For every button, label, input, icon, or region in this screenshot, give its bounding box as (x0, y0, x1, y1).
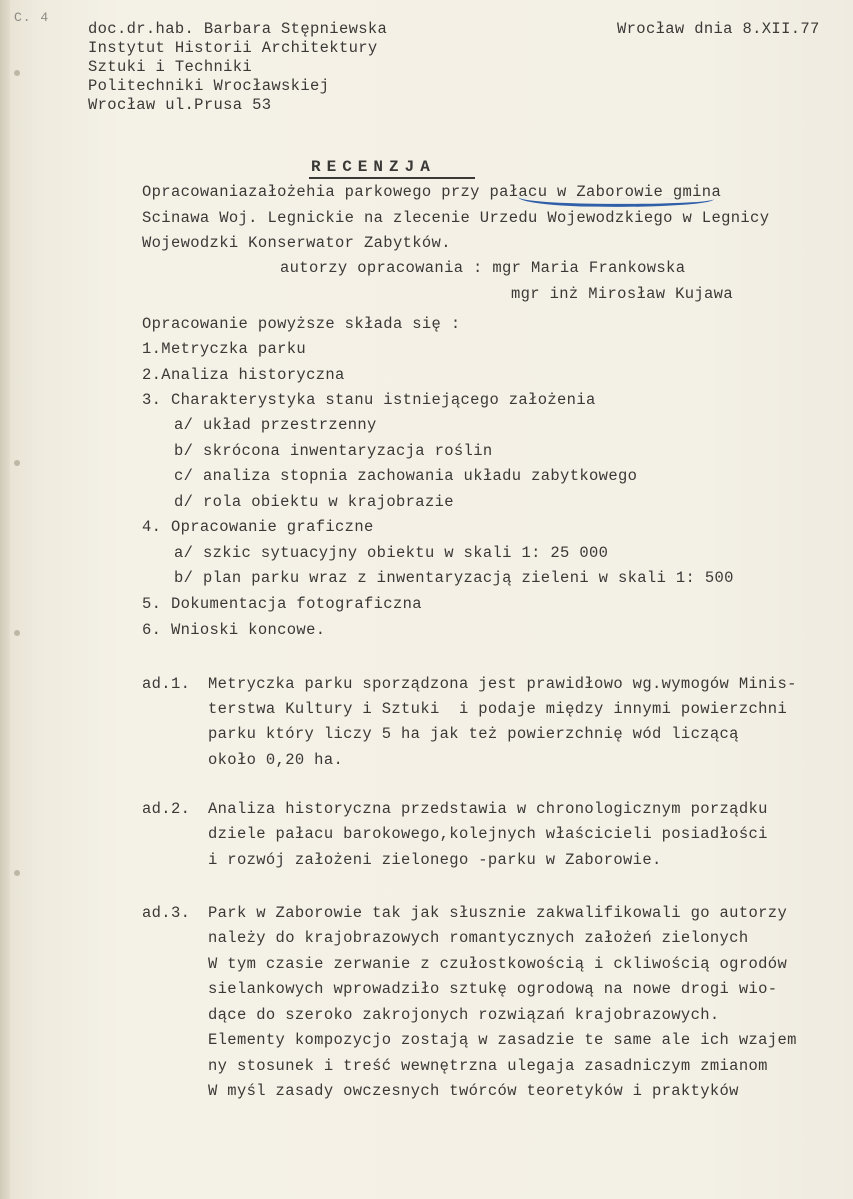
binding-holes (14, 50, 22, 1150)
contents-item: 6. Wnioski koncowe. (142, 621, 326, 639)
contents-subitem: a/ szkic sytuacyjny obiektu w skali 1: 25 000 (174, 544, 609, 562)
document-title: RECENZJA (311, 158, 436, 176)
blue-pen-underline (518, 197, 714, 208)
section-line: i rozwój założeni zielonego -parku w Zaborowie. (208, 851, 662, 869)
section-label: ad.3. (142, 904, 191, 922)
section-line: ny stosunek i treść wewnętrzna ulegaja zasadniczym zmianom (208, 1057, 768, 1075)
sender-line: doc.dr.hab. Barbara Stępniewska (88, 20, 388, 38)
sender-line: Instytut Historii Architektury (88, 39, 378, 57)
contents-subitem: d/ rola obiektu w krajobrazie (174, 493, 454, 511)
contents-subitem: c/ analiza stopnia zachowania układu zabytkowego (174, 467, 638, 485)
intro-line: Opracowaniazałożehia parkowego przy pałacu w Zaborowie gmina (142, 183, 722, 201)
section-line: Analiza historyczna przedstawia w chronologicznym porządku (208, 800, 768, 818)
contents-item: 4. Opracowanie graficzne (142, 518, 374, 536)
contents-item: 5. Dokumentacja fotograficzna (142, 595, 422, 613)
section-line: dące do szeroko zakrojonych rozwiązań krajobrazowych. (208, 1006, 720, 1024)
authors-line: autorzy opracowania : mgr Maria Frankowska (280, 259, 686, 277)
section-label: ad.2. (142, 800, 191, 818)
contents-item: 1.Metryczka parku (142, 340, 307, 358)
contents-subitem: a/ układ przestrzenny (174, 416, 377, 434)
place-date: Wrocław dnia 8.XII.77 (617, 20, 820, 38)
section-line: sielankowych wprowadziło sztukę ogrodową na nowe drogi wio- (208, 980, 778, 998)
section-line: terstwa Kultury i Sztuki i podaje między innymi powierzchni (208, 700, 788, 718)
sender-line: Politechniki Wrocławskiej (88, 77, 330, 95)
corner-mark: C. 4 (14, 10, 50, 25)
sender-line: Sztuki i Techniki (88, 58, 253, 76)
title-underline (309, 177, 475, 179)
contents-heading: Opracowanie powyższe składa się : (142, 315, 461, 333)
section-line: około 0,20 ha. (208, 751, 344, 769)
intro-line: Wojewodzki Konserwator Zabytków. (142, 234, 451, 252)
intro-line: Scinawa Woj. Legnickie na zlecenie Urzedu Wojewodzkiego w Legnicy (142, 209, 770, 227)
contents-item: 3. Charakterystyka stanu istniejącego założenia (142, 391, 596, 409)
section-line: Elementy kompozycjo zostają w zasadzie te same ale ich wzajem (208, 1031, 797, 1049)
section-line: Park w Zaborowie tak jak słusznie zakwalifikowali go autorzy (208, 904, 788, 922)
paper-fold-edge (0, 0, 10, 1199)
section-line: parku który liczy 5 ha jak też powierzchnię wód liczącą (208, 725, 739, 743)
sender-line: Wrocław ul.Prusa 53 (88, 96, 272, 114)
section-line: Metryczka parku sporządzona jest prawidłowo wg.wymogów Minis- (208, 675, 797, 693)
section-line: W myśl zasady owczesnych twórców teoretyków i praktyków (208, 1082, 739, 1100)
section-label: ad.1. (142, 675, 191, 693)
section-line: należy do krajobrazowych romantycznych założeń zielonych (208, 929, 749, 947)
contents-subitem: b/ plan parku wraz z inwentaryzacją zieleni w skali 1: 500 (174, 569, 734, 587)
section-line: W tym czasie zerwanie z czułostkowością i ckliwością ogrodów (208, 955, 788, 973)
section-line: dziele pałacu barokowego,kolejnych właścicieli posiadłości (208, 825, 768, 843)
contents-item: 2.Analiza historyczna (142, 366, 345, 384)
contents-subitem: b/ skrócona inwentaryzacja roślin (174, 442, 493, 460)
authors-line: mgr inż Mirosław Kujawa (511, 285, 733, 303)
